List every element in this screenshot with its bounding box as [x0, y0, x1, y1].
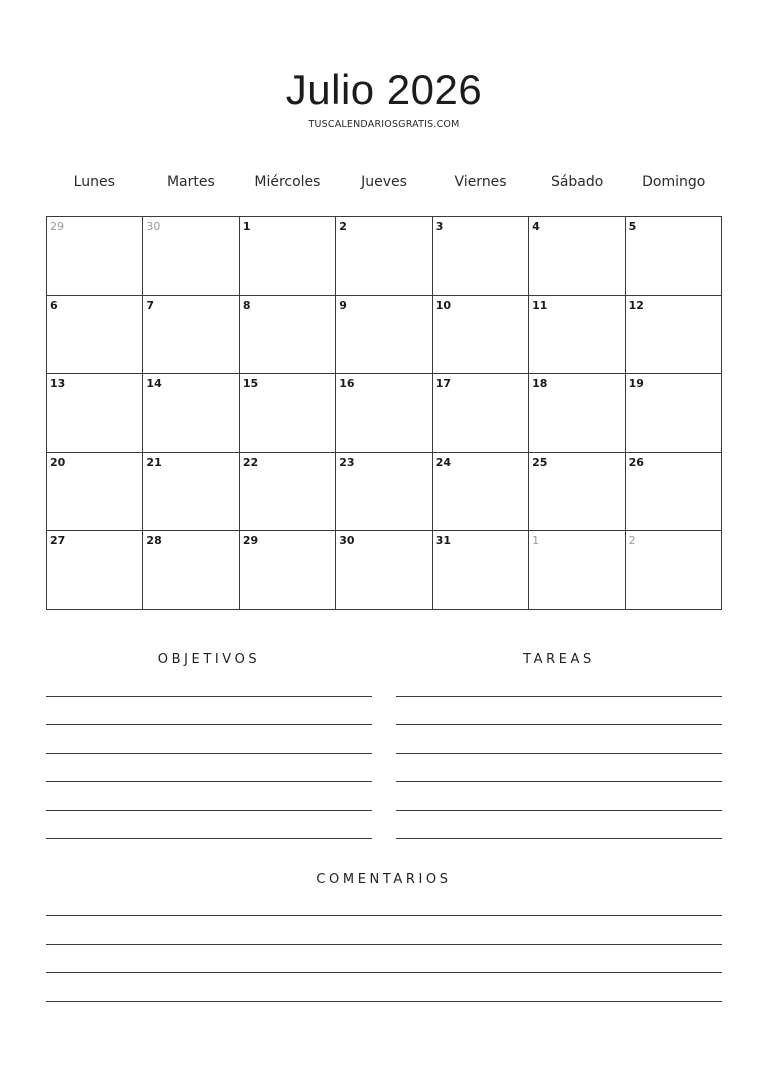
day-cell[interactable]	[433, 296, 529, 375]
day-cell[interactable]	[433, 453, 529, 532]
day-cell[interactable]	[143, 453, 239, 532]
writing-line	[46, 838, 372, 839]
writing-line	[46, 724, 372, 725]
day-number: 7	[146, 298, 155, 312]
adjacent-month-day-cell[interactable]	[529, 531, 625, 610]
comentarios-heading: COMENTARIOS	[316, 872, 452, 887]
day-number: 27	[50, 534, 66, 548]
day-cell[interactable]	[143, 374, 239, 453]
day-cell[interactable]	[433, 217, 529, 296]
weekday-label: Domingo	[642, 174, 706, 190]
day-cell[interactable]	[143, 296, 239, 375]
day-number: 20	[50, 455, 66, 469]
day-number: 2	[339, 220, 347, 233]
writing-line	[396, 696, 722, 697]
adjacent-month-day-cell[interactable]	[143, 217, 239, 296]
day-cell[interactable]	[47, 296, 143, 375]
day-cell[interactable]	[626, 296, 722, 375]
day-number: 11	[532, 298, 548, 312]
tareas-writing-lines[interactable]	[396, 650, 722, 850]
day-number: 30	[339, 534, 355, 548]
day-cell[interactable]	[529, 374, 625, 453]
day-number: 17	[435, 377, 452, 391]
day-cell[interactable]	[529, 217, 625, 296]
day-number: 12	[628, 298, 644, 312]
day-cell[interactable]	[240, 531, 336, 610]
day-number: 13	[50, 377, 66, 391]
day-number: 24	[435, 455, 452, 469]
day-cell[interactable]	[143, 531, 239, 610]
objetivos-writing-lines[interactable]	[46, 650, 372, 850]
day-cell[interactable]	[47, 453, 143, 532]
weekday-label: Sábado	[550, 174, 604, 190]
day-cell[interactable]	[529, 296, 625, 375]
day-cell[interactable]	[240, 217, 336, 296]
writing-line	[46, 696, 372, 697]
writing-line	[46, 915, 722, 916]
day-number: 14	[146, 377, 162, 391]
day-cell[interactable]	[47, 531, 143, 610]
day-number: 16	[339, 377, 355, 391]
day-number: 19	[628, 377, 644, 391]
day-number: 28	[146, 534, 162, 548]
day-cell[interactable]	[47, 374, 143, 453]
day-cell[interactable]	[626, 217, 722, 296]
calendar-grid	[46, 216, 722, 610]
day-number: 1	[242, 220, 251, 233]
day-number: 15	[242, 377, 259, 391]
comentarios-writing-lines[interactable]	[46, 870, 722, 1010]
writing-line	[46, 1001, 722, 1002]
day-cell[interactable]	[336, 296, 432, 375]
day-number: 26	[628, 455, 644, 469]
day-number: 5	[628, 220, 637, 233]
writing-line	[46, 944, 722, 945]
writing-line	[396, 781, 722, 782]
website-caption: TUSCALENDARIOSGRATIS.COM	[308, 119, 460, 130]
weekday-label: Jueves	[361, 174, 407, 190]
day-number: 29	[242, 534, 259, 548]
objetivos-heading: OBJETIVOS	[157, 652, 261, 667]
day-number: 30	[146, 220, 161, 233]
day-number: 10	[435, 298, 452, 312]
day-number: 4	[532, 220, 540, 233]
adjacent-month-day-cell[interactable]	[626, 531, 722, 610]
writing-line	[46, 972, 722, 973]
day-number: 1	[532, 534, 540, 548]
day-cell[interactable]	[336, 531, 432, 610]
calendar-title: Julio 2026	[285, 66, 483, 113]
weekday-header-row	[46, 170, 722, 194]
day-number: 25	[532, 455, 548, 469]
adjacent-month-day-cell[interactable]	[47, 217, 143, 296]
writing-line	[396, 724, 722, 725]
weekday-label: Miércoles	[254, 174, 321, 190]
writing-line	[46, 810, 372, 811]
day-number: 8	[242, 298, 251, 312]
writing-line	[46, 753, 372, 754]
writing-line	[396, 838, 722, 839]
day-number: 21	[146, 455, 162, 469]
day-number: 22	[242, 455, 259, 469]
day-number: 6	[50, 298, 58, 312]
writing-line	[46, 781, 372, 782]
day-cell[interactable]	[626, 374, 722, 453]
day-cell[interactable]	[433, 531, 529, 610]
weekday-label: Viernes	[454, 174, 507, 190]
day-cell[interactable]	[336, 217, 432, 296]
day-cell[interactable]	[336, 453, 432, 532]
weekday-label: Lunes	[73, 174, 115, 190]
day-cell[interactable]	[240, 374, 336, 453]
day-cell[interactable]	[240, 453, 336, 532]
day-cell[interactable]	[433, 374, 529, 453]
day-cell[interactable]	[336, 374, 432, 453]
day-number: 3	[435, 220, 444, 233]
day-number: 31	[435, 534, 452, 548]
day-number: 29	[50, 220, 64, 233]
writing-line	[396, 810, 722, 811]
day-number: 9	[339, 298, 347, 312]
day-number: 23	[339, 455, 355, 469]
day-number: 18	[532, 377, 548, 391]
day-cell[interactable]	[529, 453, 625, 532]
weekday-label: Martes	[166, 174, 215, 190]
day-number: 2	[628, 534, 636, 548]
day-cell[interactable]	[626, 453, 722, 532]
writing-line	[396, 753, 722, 754]
tareas-heading: TAREAS	[523, 652, 595, 667]
day-cell[interactable]	[240, 296, 336, 375]
